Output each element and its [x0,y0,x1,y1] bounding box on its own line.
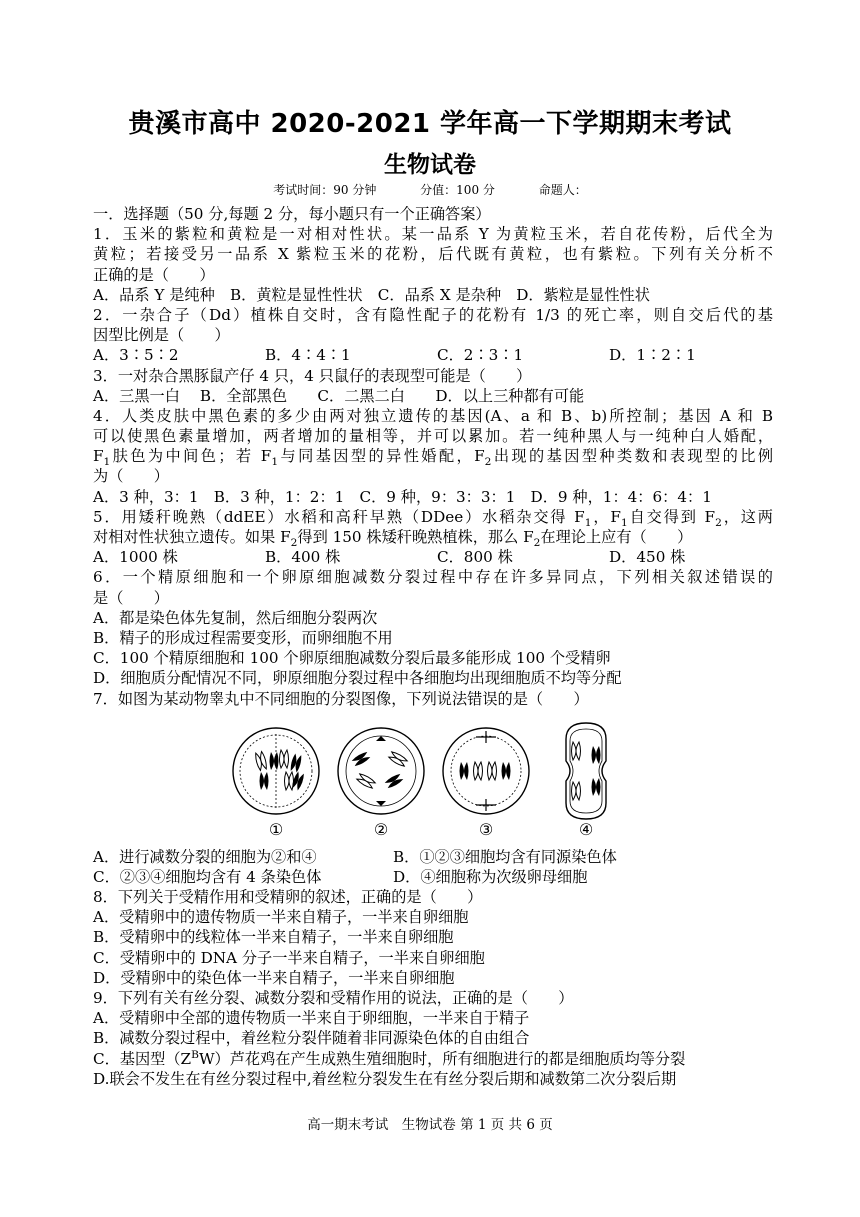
question-text: 黄粒；若接受另一品系 X 紫粒玉米的花粉，后代既有黄粒，也有紫粒。下列有关分析不 [93,245,773,264]
text-run: 出现的基因型种类数和表现型的比例 [491,447,774,466]
option-c: C．②③④细胞均含有 4 条染色体 [93,867,322,886]
question-options: A．3 种，3：1 B．3 种，1：2：1 C．9 种，9：3：3：1 D．9 种，1：4：6：4：1 [93,487,712,506]
text-run: 在理论上应有（ ） [540,528,693,546]
option-b: B．受精卵中的线粒体一半来自精子，一半来自卵细胞 [93,928,454,947]
option-d: D．1∶2∶1 [609,346,696,365]
option-b: B．400 株 [265,548,341,567]
text-run: 与同基因型的异性婚配，F [278,447,485,466]
figure-label: ④ [578,819,594,839]
question-text: 6．一个精原细胞和一个卵原细胞减数分裂过程中存在许多异同点，下列相关叙述错误的 [93,568,773,587]
text-run: W）芦花鸡在产生成熟生殖细胞时，所有细胞进行的都是细胞质均等分裂 [198,1049,686,1068]
cell-diagrams [226,719,646,844]
question-text: 8．下列关于受精作用和受精卵的叙述，正确的是（ ） [93,888,483,907]
subscript: 2 [290,536,298,550]
option-a: A．3∶5∶2 [93,346,179,365]
question-text: 9．下列有关有丝分裂、减数分裂和受精作用的说法，正确的是（ ） [93,989,574,1007]
page-subtitle: 生物试卷 [384,152,476,178]
option-d: D．450 株 [609,548,686,567]
text-run: 对相对性状独立遗传。如果 F [93,528,291,546]
option-d: D．细胞质分配情况不同，卵原细胞分裂过程中各细胞均出现细胞质不均等分配 [93,669,622,688]
text-run: F [93,447,104,466]
option-a: A．1000 株 [93,548,178,567]
question-text [93,527,773,550]
question-text [93,507,773,527]
text-run: ，这两 [721,507,773,526]
exam-score: 分值：100 分 [420,183,495,197]
figure-label: ② [373,819,389,839]
question-options [93,547,773,567]
subscript: 2 [715,515,722,529]
question-text: 是（ ） [93,588,169,607]
subscript: 1 [620,515,628,529]
option-d: D．④细胞称为次级卵母细胞 [393,867,588,886]
question-body [93,204,773,1089]
subscript: 1 [584,515,592,529]
subscript: 2 [533,536,541,550]
option-c: C．2∶3∶1 [437,346,524,365]
question-options [93,867,773,887]
question-text: 可以使黑色素量增加，两者增加的量相等，并可以累加。若一纯种黑人与一纯种白人婚配， [93,427,773,446]
cell-3-diagram [443,728,529,839]
option-c [93,1049,773,1069]
subscript: 1 [103,455,111,469]
question-text: 7．如图为某动物睾丸中不同细胞的分裂图像，下列说法错误的是（ ） [93,689,589,708]
question-text [93,446,774,469]
cell-4-diagram [566,723,606,839]
superscript: B [191,1047,199,1061]
cell-1-diagram [233,728,319,839]
text-run: 自交得到 F [627,507,716,526]
option-a: A．受精卵中全部的遗传物质一半来自于卵细胞，一半来自于精子 [93,1009,530,1028]
subscript: 1 [271,455,279,469]
question-text: 为（ ） [93,467,169,486]
question-text: 1．玉米的紫粒和黄粒是一对相对性状。某一品系 Y 为黄粒玉米，若自花传粉，后代全为 [93,225,773,244]
question-text: 2．一杂合子（Dd）植株自交时，含有隐性配子的花粉有 1/3 的死亡率，则自交后代的基 [93,305,773,324]
question-text: 因型比例是（ ） [93,326,230,345]
text-run: 肤色为中间色；若 F [110,447,272,466]
question-options: A．品系 Y 是纯种 B．黄粒是显性性状 C．品系 X 是杂种 D．紫粒是显性性状 [93,285,650,304]
option-a: A．受精卵中的遗传物质一半来自精子，一半来自卵细胞 [93,908,469,927]
option-b: B．①②③细胞均含有同源染色体 [393,847,617,866]
exam-meta [0,181,860,198]
page-footer: 高一期末考试 生物试卷 第 1 页 共 6 页 [307,1117,553,1133]
cell-2-diagram [338,728,424,839]
question-text: 正确的是（ ） [93,265,215,284]
question-options [93,847,773,867]
text-run: ，F [591,507,621,526]
text-run: C．基因型（Z [93,1049,192,1068]
figure-label: ③ [478,819,494,839]
page-title: 贵溪市高中 2020-2021 学年高一下学期期末考试 [128,109,732,139]
option-b: B．4∶4∶1 [265,346,351,365]
section-heading: 一．选择题（50 分,每题 2 分，每小题只有一个正确答案） [93,205,491,223]
option-a: A．都是染色体先复制，然后细胞分裂两次 [93,608,378,627]
option-d: D.联会不发生在有丝分裂过程中,着丝粒分裂发生在有丝分裂后期和减数第二次分裂后期 [93,1069,677,1088]
question-options: A．三黑一白 B．全部黑色 C．二黑二白 D．以上三种都有可能 [93,386,585,405]
text-run: 得到 150 株矮秆晚熟植株，那么 F [297,528,534,546]
cell-division-figure [93,715,773,845]
option-c: C．100 个精原细胞和 100 个卵原细胞减数分裂后最多能形成 100 个受精卵 [93,649,611,668]
option-d: D．受精卵中的染色体一半来自精子，一半来自卵细胞 [93,968,455,987]
option-c: C．受精卵中的 DNA 分子一半来自精子，一半来自卵细胞 [93,948,485,967]
text-run: 5．用矮秆晚熟（ddEE）水稻和高秆早熟（DDee）水稻杂交得 F [93,507,585,526]
figure-label: ① [268,819,284,839]
option-b: B．减数分裂过程中，着丝粒分裂伴随着非同源染色体的自由组合 [93,1029,530,1048]
option-a: A．进行减数分裂的细胞为②和④ [93,847,317,866]
question-text: 3．一对杂合黑豚鼠产仔 4 只，4 只鼠仔的表现型可能是（ ） [93,366,532,385]
option-c: C．800 株 [437,548,513,567]
exam-author: 命题人： [538,183,587,197]
question-text: 4．人类皮肤中黑色素的多少由两对独立遗传的基因(A、a 和 B、b)所控制；基因 A 和 B [93,406,773,425]
question-options [93,345,773,365]
subscript: 2 [484,455,492,469]
option-b: B．精子的形成过程需要变形，而卵细胞不用 [93,628,393,647]
exam-time: 考试时间：90 分钟 [273,183,377,197]
